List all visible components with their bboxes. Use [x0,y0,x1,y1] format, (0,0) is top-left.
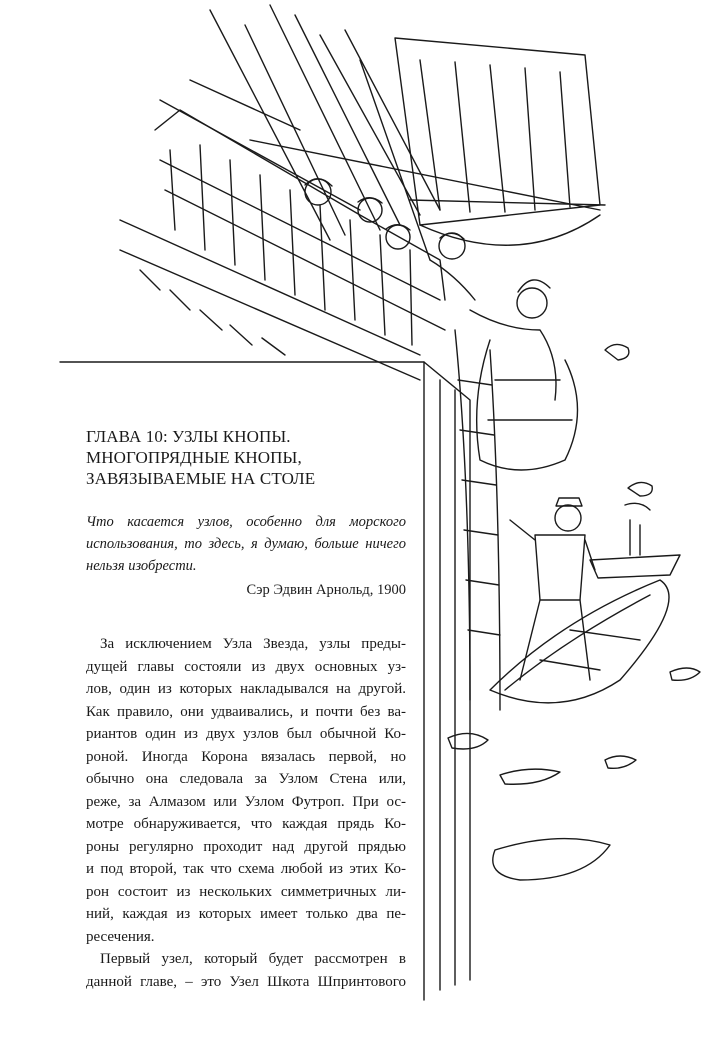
sail [395,38,605,245]
text-line: Первый узел, который будет рассмотрен в [100,951,406,967]
waves-and-clouds [448,344,700,880]
distant-steamer [590,503,680,578]
epigraph-author: Сэр Эдвин Арнольд, 1900 [246,582,406,598]
chapter-title [86,426,406,489]
woman-figure [470,280,578,470]
crew-figures [305,179,475,300]
sailor-figure [510,498,595,680]
epigraph-quote: Что касается узлов, особенно для морского использования, то здесь, я думаю, больше ничего нельзя изобрести. [86,514,406,574]
text-line: ний, каждая из которых имеет только два пе- [86,906,406,922]
text-line: дущей главы состояли из двух основных уз- [86,658,406,675]
text-line: рон состоит из нескольких симметричных ли- [86,883,406,900]
rope-ladder [455,330,500,710]
text-line: ресечения. [86,928,155,945]
text-line: Как правило, они удваивались, и почти без ва- [86,703,406,720]
text-line: и под второй, так что схема любой из этих Ко- [86,861,406,877]
chapter-title-line: ЗАВЯЗЫВАЕМЫЕ НА СТОЛЕ [86,469,316,488]
text-line: мотре обнаруживается, что каждая прядь Ко- [86,816,406,832]
body-text [86,633,406,993]
text-line: реже, за Алмазом или Узлом Футроп. При ос- [86,793,406,810]
chapter-title-line: МНОГОПРЯДНЫЕ КНОПЫ, [86,448,302,467]
paragraph [86,633,406,948]
text-line: обычно она следовала за Узлом Стена или, [86,771,406,787]
text-line: роны регулярно проходит над другой прядью [86,838,406,855]
paragraph [86,948,406,993]
chapter-title-line: ГЛАВА 10: УЗЛЫ КНОПЫ. [86,427,291,446]
text-line: роной. Иногда Корона вязалась первой, но [86,748,406,765]
text-line: риантов один из двух узлов был обычной Ко- [86,726,406,742]
text-line: лов, один из которых накладывался на другой. [86,681,406,697]
rigging-lines [160,5,600,260]
text-line: За исключением Узла Звезда, узлы преды- [100,636,406,652]
text-line: данной главе, – это Узел Шкота Шпринтового [86,973,406,990]
